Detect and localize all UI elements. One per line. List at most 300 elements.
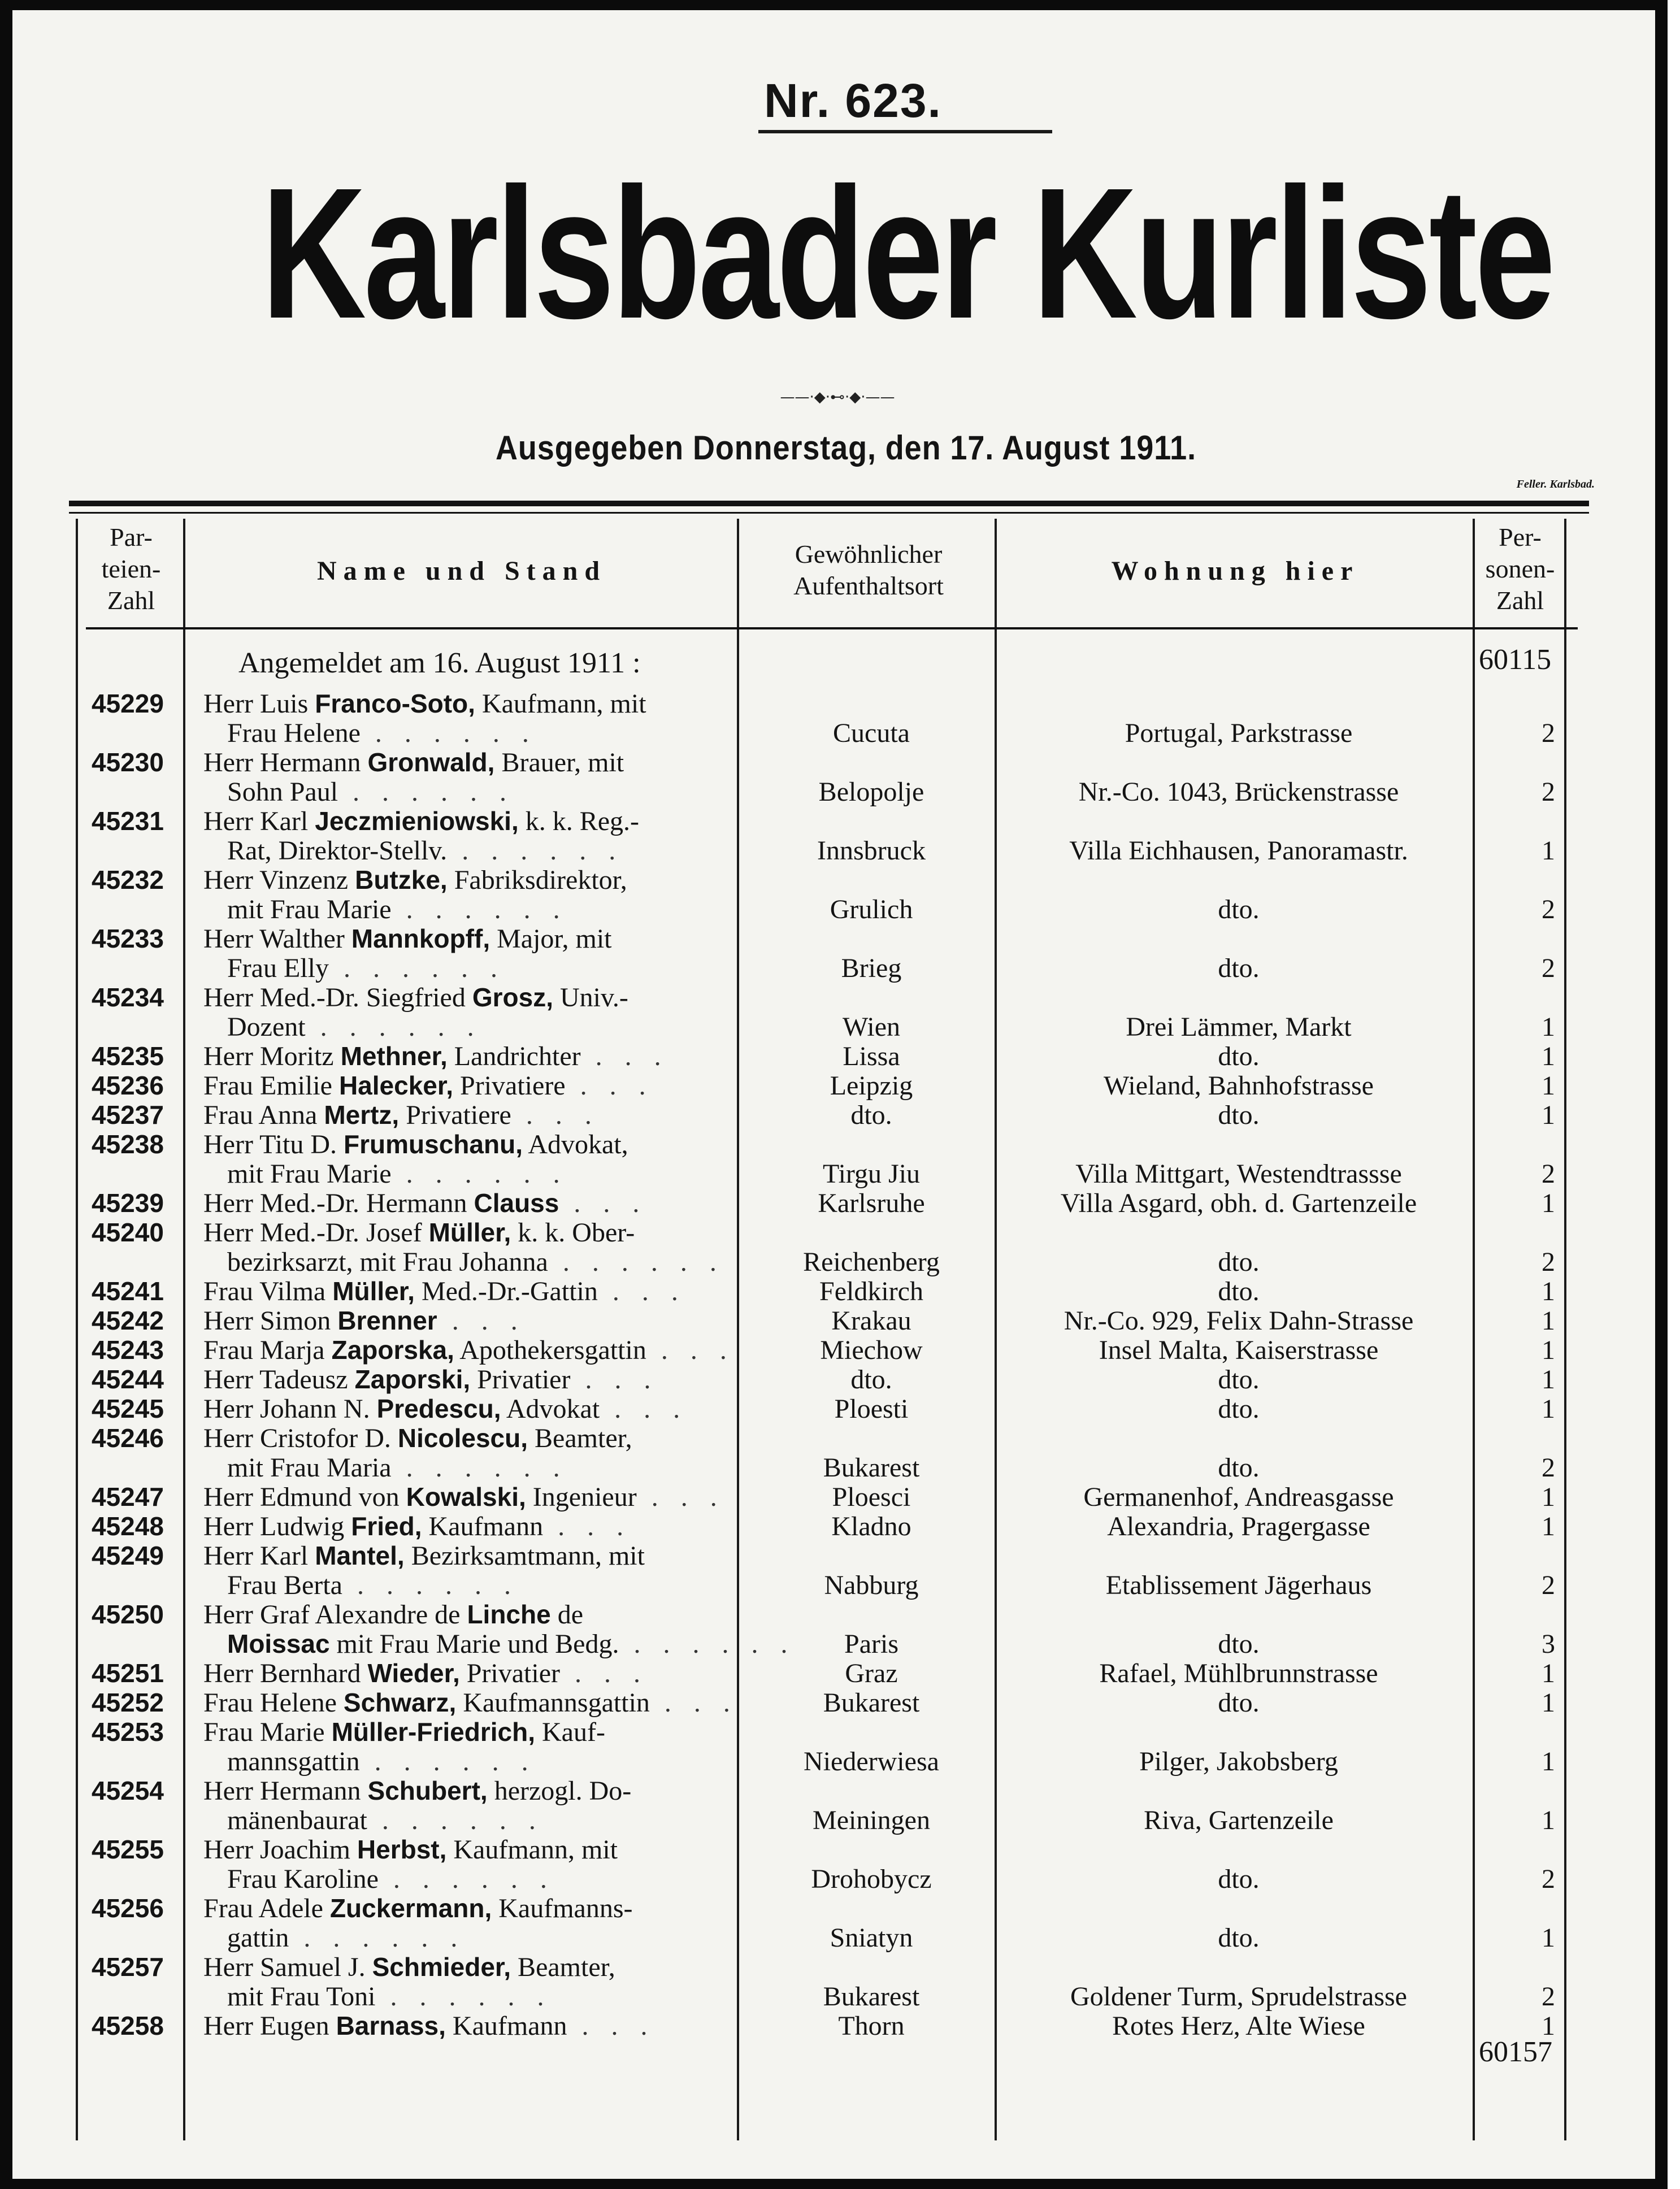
guest-surname: Methner,	[340, 1041, 448, 1071]
leader-dots: . . . . . .	[328, 953, 505, 983]
leader-dots: . . .	[646, 1335, 735, 1365]
partei-number: 45256	[92, 1893, 164, 1923]
guest-title: Herr Med.-Dr. Hermann	[203, 1188, 474, 1218]
residence-address: Villa Eichhausen, Panoramastr.	[1069, 836, 1408, 866]
residence-address: dto.	[1218, 1041, 1260, 1071]
guest-occupation: Privatier	[470, 1365, 571, 1395]
partei-number: 45237	[92, 1100, 164, 1130]
guest-occupation: Kaufmannsgattin	[456, 1688, 650, 1718]
residence-address: dto.	[1218, 1923, 1260, 1953]
person-count: 2	[1542, 953, 1555, 983]
origin-town: Wien	[842, 1012, 901, 1042]
guest-name-line	[203, 1070, 729, 1101]
guest-occupation: herzogl. Do-	[487, 1776, 632, 1806]
guest-name-line	[203, 1599, 729, 1630]
guest-surname: Wieder,	[367, 1658, 460, 1688]
partei-number: 45242	[92, 1306, 164, 1335]
guest-surname: Jeczmieniowski,	[315, 806, 519, 836]
guest-surname: Predescu,	[376, 1394, 501, 1423]
header-bottom-rule	[86, 627, 1578, 629]
person-count: 2	[1542, 1982, 1555, 2012]
guest-occupation: Apothekersgattin	[454, 1335, 646, 1365]
residence-address: Wieland, Bahnhofstrasse	[1104, 1071, 1374, 1101]
guest-name-line	[203, 1129, 729, 1160]
guest-title: Frau Emilie	[203, 1071, 339, 1101]
partei-number: 45234	[92, 983, 164, 1012]
guest-name-continuation	[227, 1746, 729, 1777]
residence-address: Rotes Herz, Alte Wiese	[1112, 2011, 1365, 2041]
partei-number: 45238	[92, 1130, 164, 1159]
guest-name-line	[203, 1511, 729, 1542]
guest-name-continuation	[227, 1452, 729, 1483]
guest-name-continuation	[227, 953, 729, 984]
guest-companions: mit Frau Marie	[227, 1159, 392, 1189]
origin-town: Niederwiesa	[804, 1747, 939, 1777]
origin-town: Bukarest	[823, 1453, 920, 1483]
guest-surname: Linche	[467, 1600, 551, 1629]
issue-date: Ausgegeben Donnerstag, den 17. August 1911.	[495, 429, 1196, 467]
residence-address: Nr.-Co. 1043, Brückenstrasse	[1078, 777, 1399, 807]
guest-name-line	[203, 1276, 729, 1307]
guest-surname: Mantel,	[315, 1541, 405, 1570]
guest-name-line	[203, 1100, 729, 1131]
residence-address: Goldener Turm, Sprudelstrasse	[1070, 1982, 1407, 2012]
person-count: 2	[1542, 1159, 1555, 1189]
partei-number: 45230	[92, 748, 164, 777]
guest-name-line	[203, 747, 729, 778]
guest-name-line	[203, 1687, 738, 1718]
partei-number: 45258	[92, 2011, 164, 2040]
guest-title: Herr Moritz	[203, 1041, 341, 1071]
guest-surname: Butzke,	[355, 865, 448, 894]
leader-dots: . . . . . .	[548, 1247, 724, 1277]
partei-number: 45245	[92, 1394, 164, 1423]
guest-name-line	[203, 865, 729, 896]
origin-town: Sniatyn	[830, 1923, 913, 1953]
leader-dots: . . .	[543, 1512, 632, 1541]
origin-town: Lissa	[843, 1041, 900, 1071]
column-divider	[737, 519, 739, 2140]
leader-dots: . . .	[559, 1188, 648, 1218]
guest-title: Frau Adele	[203, 1893, 330, 1923]
leader-dots: . . .	[560, 1658, 649, 1688]
person-count: 1	[1542, 1276, 1555, 1306]
guest-name-line	[203, 1893, 729, 1924]
issue-number: Nr. 623.	[764, 74, 942, 127]
person-count: 1	[1542, 1658, 1555, 1688]
guest-title: Herr Hermann	[203, 748, 368, 778]
guest-name-line	[203, 1482, 729, 1513]
guest-companions: Sohn Paul	[227, 777, 338, 807]
guest-occupation: Advokat	[501, 1394, 600, 1424]
residence-address: Rafael, Mühlbrunnstrasse	[1099, 1658, 1378, 1688]
guest-occupation: Kaufmann	[422, 1512, 544, 1541]
guest-surname: Müller,	[428, 1218, 511, 1247]
residence-address: Villa Asgard, obh. d. Gartenzeile	[1060, 1188, 1417, 1218]
guest-occupation: Ingenieur	[526, 1482, 637, 1512]
person-count: 1	[1542, 1041, 1555, 1071]
origin-town: Ploesti	[834, 1394, 909, 1424]
printer-credit: Feller. Karlsbad.	[1516, 478, 1595, 490]
origin-town: Feldkirch	[819, 1276, 923, 1306]
origin-town: Belopolje	[818, 777, 924, 807]
person-count: 1	[1542, 1482, 1555, 1512]
origin-town: dto.	[850, 1100, 892, 1130]
partei-number: 45243	[92, 1335, 164, 1365]
guest-title: Herr Med.-Dr. Josef	[203, 1218, 429, 1248]
residence-address: dto.	[1218, 1365, 1260, 1395]
leader-dots: . . .	[580, 1041, 669, 1071]
guest-occupation: de	[550, 1600, 583, 1630]
guest-title: Herr Edmund von	[203, 1482, 406, 1512]
person-count: 1	[1542, 1805, 1555, 1835]
guest-name-line	[203, 1393, 729, 1424]
guest-name-line	[203, 1041, 729, 1072]
partei-number: 45251	[92, 1658, 164, 1688]
column-header-origin: Gewöhnlicher Aufenthaltsort	[793, 540, 944, 600]
running-total-start: 60115	[1479, 644, 1552, 676]
table-left-border	[76, 519, 78, 2140]
guest-title: Herr Titu D.	[203, 1130, 344, 1159]
leader-dots: . . . . . .	[338, 777, 515, 807]
guest-companions: mit Frau Marie und Bedg.	[329, 1629, 619, 1659]
guest-surname: Franco-Soto,	[315, 689, 475, 718]
guest-title: Frau Helene	[203, 1688, 344, 1718]
residence-address: dto.	[1218, 1276, 1260, 1306]
origin-town: Graz	[845, 1658, 898, 1688]
guest-title: Herr Bernhard	[203, 1658, 368, 1688]
guest-title: Herr Graf Alexandre de	[203, 1600, 467, 1630]
partei-number: 45241	[92, 1276, 164, 1306]
residence-address: dto.	[1218, 953, 1260, 983]
guest-companions: Rat, Direktor-Stellv.	[227, 836, 448, 866]
guest-name-continuation	[227, 1158, 729, 1189]
person-count: 3	[1542, 1629, 1555, 1659]
guest-title: Herr Tadeusz	[203, 1365, 355, 1395]
leader-dots: . . . . . .	[305, 1012, 482, 1042]
guest-title: Herr Walther	[203, 924, 351, 954]
guest-surname: Frumuschanu,	[344, 1130, 523, 1159]
guest-companions: Frau Elly	[227, 953, 329, 983]
partei-number: 45235	[92, 1041, 164, 1071]
guest-name-continuation	[227, 1805, 729, 1836]
column-header-residence: Wohnung hier	[1111, 556, 1360, 586]
leader-dots: . . . . . .	[378, 1864, 555, 1894]
guest-name-line	[203, 1217, 729, 1248]
leader-dots: . . .	[437, 1306, 526, 1336]
guest-name-line	[203, 1364, 729, 1395]
guest-title: Herr Samuel J.	[203, 1952, 372, 1982]
partei-number: 45231	[92, 806, 164, 836]
person-count: 1	[1542, 1012, 1555, 1042]
leader-dots: . . . . . .	[391, 1159, 568, 1189]
partei-number: 45248	[92, 1512, 164, 1541]
guest-name-line	[203, 923, 729, 954]
guest-surname: Zaporska,	[331, 1335, 454, 1365]
masthead-title: Karlsbader Kurliste	[261, 149, 1553, 357]
guest-companions: mit Frau Marie	[227, 894, 392, 924]
origin-town: Leipzig	[830, 1071, 913, 1101]
origin-town: Bukarest	[823, 1688, 920, 1718]
residence-address: Pilger, Jakobsberg	[1139, 1747, 1338, 1777]
guest-companions: mannsgattin	[227, 1747, 360, 1777]
guest-title: Herr Ludwig	[203, 1512, 351, 1541]
guest-name-continuation	[227, 1981, 729, 2012]
guest-occupation: Major, mit	[490, 924, 612, 954]
guest-occupation: Kaufmanns-	[492, 1893, 633, 1923]
partei-number: 45257	[92, 1952, 164, 1982]
residence-address: Etablissement Jägerhaus	[1105, 1570, 1372, 1600]
origin-town: Meiningen	[813, 1805, 930, 1835]
guest-surname: Barnass,	[336, 2011, 446, 2040]
residence-address: dto.	[1218, 1864, 1260, 1894]
guest-title: Herr Vinzenz	[203, 865, 355, 895]
residence-address: Drei Lämmer, Markt	[1126, 1012, 1352, 1042]
partei-number: 45249	[92, 1541, 164, 1570]
guest-name-line	[203, 1423, 729, 1454]
guest-title: Herr Hermann	[203, 1776, 368, 1806]
partei-number: 45253	[92, 1717, 164, 1747]
guest-name-line	[203, 982, 729, 1013]
residence-address: dto.	[1218, 1688, 1260, 1718]
person-count: 2	[1542, 894, 1555, 924]
guest-surname: Fried,	[351, 1512, 422, 1541]
guest-title: Herr Joachim	[203, 1835, 357, 1865]
person-count: 1	[1542, 1306, 1555, 1336]
person-count: 1	[1542, 1747, 1555, 1777]
column-divider	[1473, 519, 1475, 2140]
guest-title: Herr Simon	[203, 1306, 338, 1336]
guest-companions: Frau Karoline	[227, 1864, 379, 1894]
partei-number: 45233	[92, 924, 164, 953]
guest-occupation: k. k. Reg.-	[518, 806, 640, 836]
guest-occupation: Univ.-	[553, 983, 628, 1013]
guest-title: Herr Cristofor D.	[203, 1423, 398, 1453]
guest-occupation: Beamter,	[528, 1423, 632, 1453]
guest-surname: Mertz,	[324, 1100, 400, 1130]
guest-title: Frau Anna	[203, 1100, 324, 1130]
person-count: 1	[1542, 1512, 1555, 1541]
person-count: 1	[1542, 836, 1555, 866]
residence-address: dto.	[1218, 894, 1260, 924]
residence-address: Insel Malta, Kaiserstrasse	[1099, 1335, 1379, 1365]
guest-companions: mänenbaurat	[227, 1805, 367, 1835]
guest-occupation: Privatier	[459, 1658, 561, 1688]
leader-dots: . . . . . .	[360, 718, 537, 748]
guest-surname: Halecker,	[338, 1071, 454, 1100]
origin-town: Drohobycz	[811, 1864, 932, 1894]
origin-town: Bukarest	[823, 1982, 920, 2012]
leader-dots: . . . . . .	[391, 1453, 568, 1483]
residence-address: Nr.-Co. 929, Felix Dahn-Strasse	[1063, 1306, 1414, 1336]
person-count: 1	[1542, 2011, 1555, 2041]
person-count: 1	[1542, 1365, 1555, 1395]
guest-name-line	[203, 1305, 729, 1336]
origin-town: Thorn	[838, 2011, 905, 2041]
guest-occupation: Beamter,	[511, 1952, 615, 1982]
leader-dots: . . .	[511, 1100, 600, 1130]
residence-address: dto.	[1218, 1394, 1260, 1424]
guest-companions: gattin	[227, 1923, 289, 1953]
origin-town: Ploesci	[832, 1482, 911, 1512]
guest-title: Herr Med.-Dr. Siegfried	[203, 983, 472, 1013]
table-right-border	[1564, 519, 1566, 2140]
leader-dots: . . . . . .	[367, 1805, 544, 1835]
partei-number: 45236	[92, 1071, 164, 1100]
guest-surname: Zuckermann,	[329, 1893, 492, 1923]
guest-occupation: Kaufmann, mit	[475, 689, 646, 719]
guest-surname: Gronwald,	[367, 748, 495, 777]
guest-companions: Frau Helene	[227, 718, 361, 748]
guest-name-line	[203, 1658, 729, 1689]
leader-dots: . . .	[597, 1276, 686, 1306]
leader-dots: . . .	[570, 1365, 659, 1395]
partei-number: 45239	[92, 1188, 164, 1218]
guest-surname: Herbst,	[357, 1835, 447, 1864]
origin-town: Tirgu Jiu	[822, 1159, 921, 1189]
guest-name-line	[203, 1188, 729, 1219]
guest-occupation: Fabriksdirektor,	[447, 865, 627, 895]
origin-town: Nabburg	[824, 1570, 919, 1600]
partei-number: 45240	[92, 1218, 164, 1247]
guest-companions: mit Frau Toni	[227, 1982, 376, 2012]
column-header-name: Name und Stand	[316, 556, 607, 586]
residence-address: Germanenhof, Andreasgasse	[1083, 1482, 1394, 1512]
column-header-partei: Par- teien- Zahl	[101, 523, 161, 615]
leader-dots: . . .	[567, 2011, 655, 2041]
leader-dots: . . . . . .	[359, 1747, 536, 1777]
guest-occupation: Kaufmann, mit	[446, 1835, 618, 1865]
leader-dots: . . .	[565, 1071, 654, 1101]
guest-surname: Mannkopff,	[351, 924, 490, 953]
guest-name-line	[203, 1952, 729, 1983]
residence-address: dto.	[1218, 1453, 1260, 1483]
guest-name-continuation	[227, 718, 729, 749]
guest-name-continuation	[227, 1246, 729, 1278]
leader-dots: . . .	[600, 1394, 688, 1424]
person-count: 1	[1542, 1688, 1555, 1718]
partei-number: 45252	[92, 1688, 164, 1717]
person-count: 2	[1542, 718, 1555, 748]
person-count: 1	[1542, 1394, 1555, 1424]
residence-address: Alexandria, Pragergasse	[1107, 1512, 1370, 1541]
table-top-rule-thin	[69, 512, 1589, 514]
guest-companions: Dozent	[227, 1012, 306, 1042]
guest-name-continuation	[227, 1922, 729, 1953]
partei-number: 45229	[92, 689, 164, 718]
origin-town: Cucuta	[833, 718, 910, 748]
guest-title: Herr Karl	[203, 806, 315, 836]
origin-town: dto.	[850, 1365, 892, 1395]
column-header-persons: Per- sonen- Zahl	[1485, 523, 1555, 615]
guest-surname-continued: Moissac	[227, 1629, 330, 1658]
guest-occupation: Med.-Dr.-Gattin	[414, 1276, 598, 1306]
origin-town: Kladno	[831, 1512, 911, 1541]
guest-name-continuation	[227, 894, 729, 925]
leader-dots: . . . . . .	[619, 1629, 796, 1659]
origin-town: Reichenberg	[803, 1247, 940, 1277]
guest-occupation: Kaufmann	[445, 2011, 567, 2041]
person-count: 1	[1542, 1335, 1555, 1365]
origin-town: Krakau	[831, 1306, 911, 1336]
guest-surname: Clauss	[474, 1188, 559, 1218]
partei-number: 45254	[92, 1776, 164, 1805]
running-total-end: 60157	[1479, 2036, 1552, 2068]
guest-companions: bezirksarzt, mit Frau Johanna	[227, 1247, 548, 1277]
guest-name-continuation	[227, 776, 729, 807]
leader-dots: . . . . . .	[391, 894, 568, 924]
guest-occupation: Bezirksamtmann, mit	[404, 1541, 645, 1571]
origin-town: Grulich	[830, 894, 913, 924]
guest-name-line	[203, 688, 729, 719]
leader-dots: . . .	[636, 1482, 725, 1512]
residence-address: dto.	[1218, 1247, 1260, 1277]
origin-town: Miechow	[820, 1335, 923, 1365]
partei-number: 45232	[92, 865, 164, 894]
origin-town: Karlsruhe	[818, 1188, 925, 1218]
origin-town: Brieg	[841, 953, 902, 983]
partei-number: 45255	[92, 1835, 164, 1864]
guest-occupation: k. k. Ober-	[511, 1218, 635, 1248]
table-top-rule	[69, 501, 1589, 506]
guest-surname: Grosz,	[472, 983, 554, 1012]
guest-companions: mit Frau Maria	[227, 1453, 392, 1483]
guest-surname: Schwarz,	[343, 1688, 457, 1717]
guest-surname: Zaporski,	[354, 1365, 471, 1394]
leader-dots: . . . . . .	[447, 836, 624, 866]
guest-surname: Müller,	[332, 1276, 415, 1306]
guest-title: Herr Johann N.	[203, 1394, 377, 1424]
person-count: 1	[1542, 1071, 1555, 1101]
guest-name-line	[203, 1775, 729, 1806]
guest-surname: Kowalski,	[406, 1482, 526, 1512]
guest-occupation: Landrichter	[447, 1041, 581, 1071]
partei-number: 45244	[92, 1365, 164, 1394]
person-count: 2	[1542, 1864, 1555, 1894]
guest-surname: Nicolescu,	[397, 1423, 528, 1453]
partei-number: 45247	[92, 1482, 164, 1512]
guest-name-continuation	[227, 1011, 729, 1043]
guest-name-line	[203, 1834, 729, 1865]
ornament-divider: ——·◆·⊷·◆·——	[780, 389, 895, 406]
guest-name-line	[203, 1717, 729, 1748]
guest-title: Herr Eugen	[203, 2011, 336, 2041]
guest-name-continuation	[227, 835, 729, 866]
guest-surname: Schmieder,	[372, 1952, 511, 1982]
guest-name-line	[203, 2010, 729, 2042]
leader-dots: . . . . . .	[375, 1982, 552, 2012]
guest-title: Herr Karl	[203, 1541, 315, 1571]
guest-title: Frau Marja	[203, 1335, 332, 1365]
guest-name-line	[203, 1335, 735, 1366]
guest-title: Frau Marie	[203, 1717, 332, 1747]
guest-name-continuation	[227, 1628, 796, 1660]
origin-town: Paris	[844, 1629, 898, 1659]
person-count: 2	[1542, 1453, 1555, 1483]
residence-address: dto.	[1218, 1100, 1260, 1130]
guest-name-continuation	[227, 1864, 729, 1895]
partei-number: 45250	[92, 1600, 164, 1629]
residence-address: Portugal, Parkstrasse	[1125, 718, 1353, 748]
person-count: 1	[1542, 1188, 1555, 1218]
issue-number-rule	[758, 130, 1052, 133]
person-count: 1	[1542, 1923, 1555, 1953]
residence-address: Riva, Gartenzeile	[1144, 1805, 1334, 1835]
guest-occupation: Advokat,	[522, 1130, 628, 1159]
guest-surname: Müller-Friedrich,	[331, 1717, 535, 1747]
guest-title: Frau Vilma	[203, 1276, 333, 1306]
guest-occupation: Brauer, mit	[494, 748, 624, 778]
